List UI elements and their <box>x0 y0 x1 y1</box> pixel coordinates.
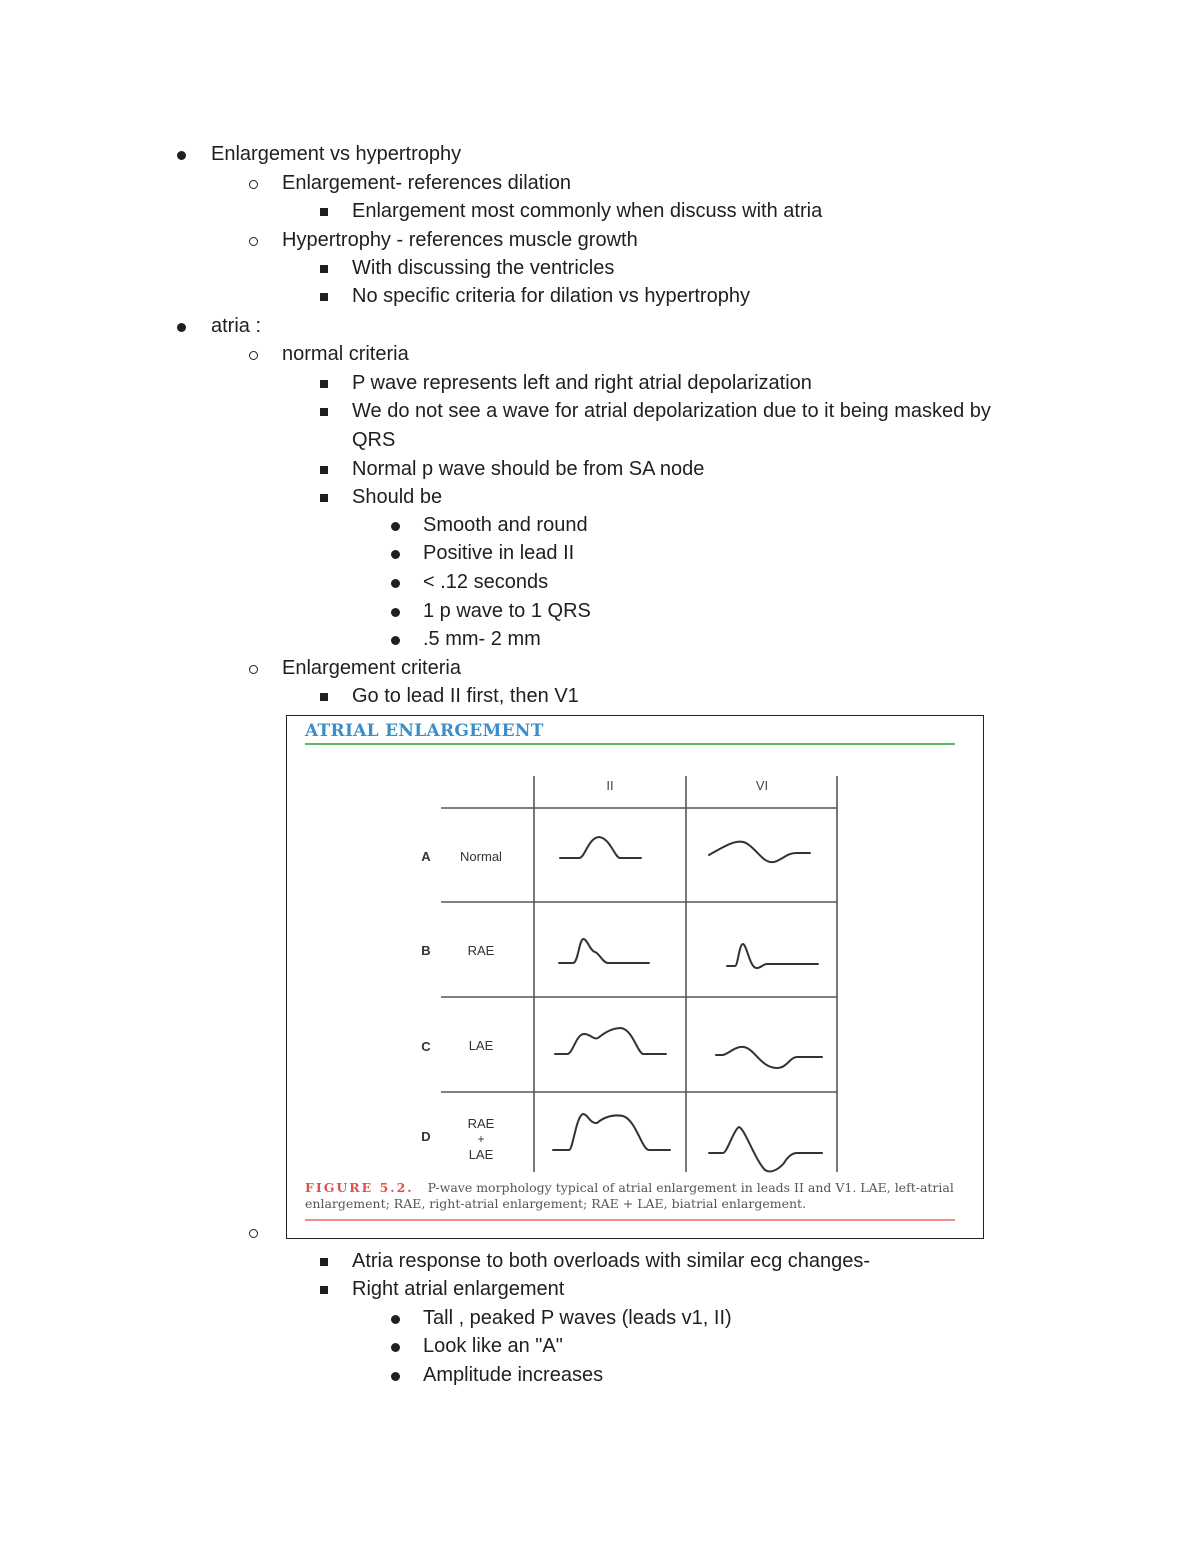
outline-item: We do not see a wave for atrial depolarization due to it being masked by <box>352 400 991 422</box>
outline-item: .5 mm- 2 mm <box>423 628 541 650</box>
outline-item: < .12 seconds <box>423 571 549 593</box>
outline-item: Look like an "A" <box>423 1335 563 1357</box>
bullet-square <box>320 1258 328 1266</box>
bullet-square <box>320 265 328 273</box>
p-wave-normal-lead-ii <box>560 837 641 858</box>
row-label-rae-lae-2: + <box>477 1132 485 1146</box>
bullet-circle <box>249 1229 258 1238</box>
figure-caption-text: P-wave morphology typical of atrial enlargement in leads II and V1. LAE, left-atrial enlargement; RAE, right-atrial enlargement; RAE + LAE, biatrial enlargement. <box>305 1180 954 1211</box>
bullet-square <box>320 380 328 388</box>
outline-item: Enlargement criteria <box>282 657 461 679</box>
figure-title: ATRIAL ENLARGEMENT <box>305 721 544 741</box>
bullet-square <box>320 466 328 474</box>
bullet-disc <box>391 636 400 645</box>
bullet-disc <box>391 1343 400 1352</box>
outline-item: Smooth and round <box>423 514 588 536</box>
outline-item: Normal p wave should be from SA node <box>352 458 705 480</box>
outline-item: atria : <box>211 315 262 337</box>
outline-item: Enlargement most commonly when discuss with atria <box>352 200 823 222</box>
outline-item: P wave represents left and right atrial depolarization <box>352 372 812 394</box>
outline-item: 1 p wave to 1 QRS <box>423 600 591 622</box>
row-label-rae: RAE <box>467 943 495 958</box>
row-label-lae: LAE <box>468 1038 494 1053</box>
outline-item: Should be <box>352 486 443 508</box>
bullet-square <box>320 293 328 301</box>
p-wave-lae-lead-v1 <box>716 1047 822 1068</box>
outline-item: Tall , peaked P waves (leads v1, II) <box>423 1307 732 1329</box>
figure-bottom-rule <box>305 1219 955 1221</box>
bullet-disc <box>391 579 400 588</box>
bullet-circle <box>249 351 258 360</box>
bullet-square <box>320 208 328 216</box>
bullet-square <box>320 408 328 416</box>
bullet-disc <box>177 151 186 160</box>
outline-item-continuation: QRS <box>352 429 396 451</box>
row-label-rae-lae-1: RAE <box>467 1116 495 1131</box>
bullet-disc <box>391 550 400 559</box>
p-wave-biatrial-lead-v1 <box>709 1127 822 1171</box>
p-wave-biatrial-lead-ii <box>553 1114 670 1150</box>
row-letter-b: B <box>421 943 431 958</box>
row-label-normal: Normal <box>460 849 502 864</box>
p-wave-rae-lead-v1 <box>727 944 818 968</box>
outline-item: Enlargement- references dilation <box>282 172 572 194</box>
bullet-circle <box>249 180 258 189</box>
outline-item: Go to lead II first, then V1 <box>352 685 579 707</box>
row-label-rae-lae-3: LAE <box>468 1147 494 1162</box>
outline-item: Enlargement vs hypertrophy <box>211 143 462 165</box>
bullet-disc <box>391 522 400 531</box>
p-wave-lae-lead-ii <box>555 1028 666 1054</box>
column-header-lead-v1: VI <box>755 778 769 793</box>
column-header-lead-ii: II <box>606 778 614 793</box>
bullet-disc <box>391 608 400 617</box>
p-wave-normal-lead-v1 <box>709 842 810 863</box>
bullet-disc <box>391 1315 400 1324</box>
outline-item: Positive in lead II <box>423 542 575 564</box>
bullet-disc <box>391 1372 400 1381</box>
bullet-circle <box>249 237 258 246</box>
bullet-square <box>320 1286 328 1294</box>
p-wave-rae-lead-ii <box>559 939 649 963</box>
bullet-square <box>320 693 328 701</box>
bullet-square <box>320 494 328 502</box>
atrial-enlargement-figure <box>286 715 984 1239</box>
row-letter-d: D <box>421 1129 431 1144</box>
row-letter-c: C <box>421 1039 431 1054</box>
outline-item: Atria response to both overloads with similar ecg changes- <box>352 1250 871 1272</box>
bullet-disc <box>177 323 186 332</box>
outline-item: Right atrial enlargement <box>352 1278 565 1300</box>
bullet-circle <box>249 665 258 674</box>
outline-item: Hypertrophy - references muscle growth <box>282 229 638 251</box>
outline-item: No specific criteria for dilation vs hypertrophy <box>352 285 750 307</box>
outline-item: normal criteria <box>282 343 409 365</box>
p-wave-table <box>287 716 985 1240</box>
figure-caption-label: FIGURE 5.2. <box>305 1180 414 1195</box>
figure-caption <box>305 1180 965 1212</box>
row-letter-a: A <box>421 849 431 864</box>
outline-item: With discussing the ventricles <box>352 257 615 279</box>
outline-item: Amplitude increases <box>423 1364 604 1386</box>
